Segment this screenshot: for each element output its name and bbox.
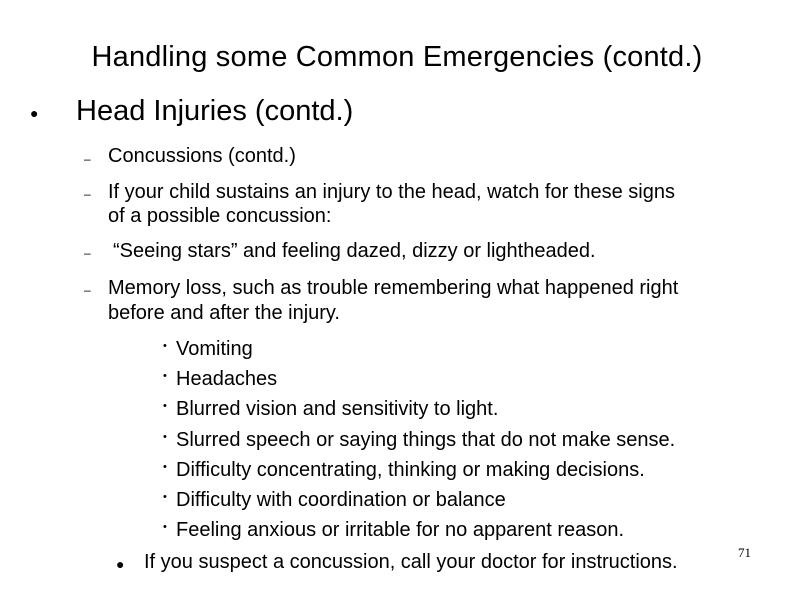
- sub-bullet: •: [163, 400, 167, 412]
- section-heading: Head Injuries (contd.): [76, 95, 354, 127]
- sign-item: Headaches: [176, 368, 278, 390]
- sub-bullet: •: [163, 431, 167, 443]
- sign-item: Blurred vision and sensitivity to light.: [176, 398, 499, 420]
- closing-bullet: ●: [116, 556, 125, 572]
- list-item-continued: before and after the injury.: [108, 302, 340, 324]
- list-item-continued: of a possible concussion:: [108, 205, 332, 227]
- sign-item: Difficulty with coordination or balance: [176, 489, 506, 511]
- sub-bullet: •: [163, 340, 167, 352]
- sign-item: Difficulty concentrating, thinking or making decisions.: [176, 459, 645, 481]
- sign-item: Vomiting: [176, 338, 253, 360]
- list-item: Concussions (contd.): [108, 145, 296, 167]
- sub-bullet: •: [163, 370, 167, 382]
- sub-bullet: •: [163, 461, 167, 473]
- dash-bullet: –: [84, 246, 91, 260]
- list-item: Memory loss, such as trouble remembering what happened right: [108, 277, 679, 299]
- dash-bullet: –: [84, 152, 91, 166]
- closing-text: If you suspect a concussion, call your doctor for instructions.: [144, 551, 678, 573]
- page-number: 71: [738, 545, 751, 560]
- slide-title: Handling some Common Emergencies (contd.): [91, 41, 703, 73]
- list-item: “Seeing stars” and feeling dazed, dizzy or lightheaded.: [113, 240, 596, 262]
- sub-bullet: •: [163, 521, 167, 533]
- dash-bullet: –: [84, 187, 91, 201]
- dash-bullet: –: [84, 283, 91, 297]
- heading-bullet: ●: [30, 105, 39, 121]
- list-item: If your child sustains an injury to the head, watch for these signs: [108, 181, 675, 203]
- sub-bullet: •: [163, 491, 167, 503]
- sign-item: Slurred speech or saying things that do not make sense.: [176, 429, 676, 451]
- sign-item: Feeling anxious or irritable for no apparent reason.: [176, 519, 625, 541]
